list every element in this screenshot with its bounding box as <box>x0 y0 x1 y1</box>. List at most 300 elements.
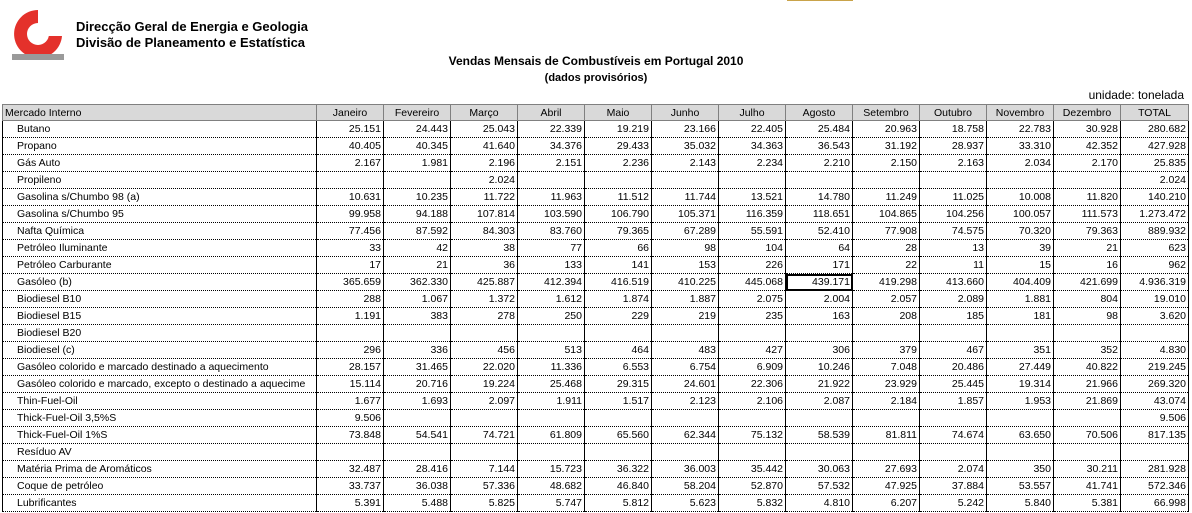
value-cell[interactable]: 1.273.472 <box>1121 206 1189 223</box>
value-cell[interactable]: 4.936.319 <box>1121 274 1189 291</box>
value-cell[interactable]: 23.929 <box>853 376 920 393</box>
value-cell[interactable] <box>652 325 719 342</box>
value-cell[interactable]: 404.409 <box>987 274 1054 291</box>
value-cell[interactable]: 5.825 <box>451 495 518 512</box>
value-cell[interactable]: 226 <box>719 257 786 274</box>
value-cell[interactable]: 104.256 <box>920 206 987 223</box>
value-cell[interactable]: 5.391 <box>317 495 384 512</box>
value-cell[interactable]: 2.004 <box>786 291 853 308</box>
value-cell[interactable]: 57.532 <box>786 478 853 495</box>
column-header[interactable]: Julho <box>719 105 786 121</box>
value-cell[interactable] <box>920 444 987 461</box>
value-cell[interactable]: 40.405 <box>317 138 384 155</box>
value-cell[interactable] <box>920 172 987 189</box>
value-cell[interactable]: 1.981 <box>384 155 451 172</box>
value-cell[interactable]: 2.024 <box>1121 172 1189 189</box>
value-cell[interactable]: 2.184 <box>853 393 920 410</box>
value-cell[interactable] <box>384 172 451 189</box>
value-cell[interactable]: 379 <box>853 342 920 359</box>
value-cell[interactable]: 5.242 <box>920 495 987 512</box>
value-cell[interactable]: 27.449 <box>987 359 1054 376</box>
row-label[interactable]: Biodiesel B15 <box>3 308 317 325</box>
value-cell[interactable] <box>920 410 987 427</box>
value-cell[interactable] <box>518 410 585 427</box>
value-cell[interactable]: 20.486 <box>920 359 987 376</box>
value-cell[interactable]: 58.539 <box>786 427 853 444</box>
value-cell[interactable]: 24.443 <box>384 121 451 138</box>
value-cell[interactable]: 70.320 <box>987 223 1054 240</box>
value-cell[interactable]: 111.573 <box>1054 206 1121 223</box>
value-cell[interactable] <box>451 444 518 461</box>
value-cell[interactable] <box>719 410 786 427</box>
value-cell[interactable]: 250 <box>518 308 585 325</box>
value-cell[interactable]: 74.575 <box>920 223 987 240</box>
value-cell[interactable] <box>1121 325 1189 342</box>
value-cell[interactable] <box>652 410 719 427</box>
value-cell[interactable]: 61.809 <box>518 427 585 444</box>
row-label[interactable]: Biodiesel B10 <box>3 291 317 308</box>
value-cell[interactable]: 28.157 <box>317 359 384 376</box>
value-cell[interactable]: 63.650 <box>987 427 1054 444</box>
value-cell[interactable]: 6.909 <box>719 359 786 376</box>
value-cell[interactable]: 4.830 <box>1121 342 1189 359</box>
value-cell[interactable]: 16 <box>1054 257 1121 274</box>
value-cell[interactable]: 269.320 <box>1121 376 1189 393</box>
value-cell[interactable] <box>518 325 585 342</box>
value-cell[interactable] <box>987 444 1054 461</box>
value-cell[interactable]: 219.245 <box>1121 359 1189 376</box>
value-cell[interactable]: 2.089 <box>920 291 987 308</box>
value-cell[interactable]: 77 <box>518 240 585 257</box>
value-cell[interactable] <box>1121 444 1189 461</box>
value-cell[interactable]: 181 <box>987 308 1054 325</box>
value-cell[interactable]: 1.517 <box>585 393 652 410</box>
value-cell[interactable]: 11.249 <box>853 189 920 206</box>
value-cell[interactable]: 116.359 <box>719 206 786 223</box>
value-cell[interactable]: 427 <box>719 342 786 359</box>
value-cell[interactable]: 5.747 <box>518 495 585 512</box>
value-cell[interactable]: 11.512 <box>585 189 652 206</box>
value-cell[interactable]: 15.723 <box>518 461 585 478</box>
value-cell[interactable]: 513 <box>518 342 585 359</box>
value-cell[interactable]: 21.922 <box>786 376 853 393</box>
value-cell[interactable]: 15.114 <box>317 376 384 393</box>
value-cell[interactable]: 5.840 <box>987 495 1054 512</box>
row-label[interactable]: Thin-Fuel-Oil <box>3 393 317 410</box>
value-cell[interactable]: 2.150 <box>853 155 920 172</box>
value-cell[interactable]: 25.468 <box>518 376 585 393</box>
row-label[interactable]: Thick-Fuel-Oil 1%S <box>3 427 317 444</box>
value-cell[interactable]: 43.074 <box>1121 393 1189 410</box>
value-cell[interactable]: 35.032 <box>652 138 719 155</box>
value-cell[interactable] <box>987 325 1054 342</box>
value-cell[interactable]: 74.721 <box>451 427 518 444</box>
column-header[interactable]: Abril <box>518 105 585 121</box>
value-cell[interactable]: 104.865 <box>853 206 920 223</box>
value-cell[interactable]: 141 <box>585 257 652 274</box>
value-cell[interactable] <box>853 410 920 427</box>
value-cell[interactable]: 54.541 <box>384 427 451 444</box>
row-label[interactable]: Matéria Prima de Aromáticos <box>3 461 317 478</box>
value-cell[interactable]: 2.234 <box>719 155 786 172</box>
row-label[interactable]: Petróleo Carburante <box>3 257 317 274</box>
value-cell[interactable]: 9.506 <box>1121 410 1189 427</box>
value-cell[interactable]: 11.963 <box>518 189 585 206</box>
value-cell[interactable]: 467 <box>920 342 987 359</box>
column-header-market[interactable]: Mercado Interno <box>3 105 317 121</box>
value-cell[interactable] <box>1054 325 1121 342</box>
value-cell[interactable]: 383 <box>384 308 451 325</box>
value-cell[interactable]: 103.590 <box>518 206 585 223</box>
value-cell[interactable]: 75.132 <box>719 427 786 444</box>
value-cell[interactable]: 2.210 <box>786 155 853 172</box>
row-label[interactable]: Biodiesel B20 <box>3 325 317 342</box>
value-cell[interactable]: 11.820 <box>1054 189 1121 206</box>
value-cell[interactable]: 6.553 <box>585 359 652 376</box>
value-cell[interactable]: 77.456 <box>317 223 384 240</box>
value-cell[interactable]: 14.780 <box>786 189 853 206</box>
value-cell[interactable]: 10.631 <box>317 189 384 206</box>
value-cell[interactable]: 281.928 <box>1121 461 1189 478</box>
value-cell[interactable]: 36.038 <box>384 478 451 495</box>
value-cell[interactable] <box>1054 172 1121 189</box>
column-header[interactable]: Setembro <box>853 105 920 121</box>
value-cell[interactable]: 362.330 <box>384 274 451 291</box>
value-cell[interactable]: 464 <box>585 342 652 359</box>
value-cell[interactable]: 40.822 <box>1054 359 1121 376</box>
value-cell[interactable]: 13.521 <box>719 189 786 206</box>
column-header[interactable]: Dezembro <box>1054 105 1121 121</box>
value-cell[interactable]: 4.810 <box>786 495 853 512</box>
value-cell[interactable]: 2.097 <box>451 393 518 410</box>
value-cell[interactable]: 70.506 <box>1054 427 1121 444</box>
value-cell[interactable]: 1.191 <box>317 308 384 325</box>
row-label[interactable]: Propano <box>3 138 317 155</box>
value-cell[interactable]: 11.722 <box>451 189 518 206</box>
value-cell[interactable]: 2.087 <box>786 393 853 410</box>
value-cell[interactable]: 22.783 <box>987 121 1054 138</box>
value-cell[interactable] <box>786 444 853 461</box>
value-cell[interactable]: 350 <box>987 461 1054 478</box>
value-cell[interactable]: 419.298 <box>853 274 920 291</box>
value-cell[interactable]: 83.760 <box>518 223 585 240</box>
value-cell[interactable]: 2.106 <box>719 393 786 410</box>
value-cell[interactable]: 2.151 <box>518 155 585 172</box>
column-header[interactable]: Março <box>451 105 518 121</box>
value-cell[interactable]: 13 <box>920 240 987 257</box>
value-cell[interactable]: 133 <box>518 257 585 274</box>
value-cell[interactable]: 25.445 <box>920 376 987 393</box>
value-cell[interactable]: 52.410 <box>786 223 853 240</box>
value-cell[interactable]: 28.937 <box>920 138 987 155</box>
value-cell[interactable]: 219 <box>652 308 719 325</box>
value-cell[interactable]: 106.790 <box>585 206 652 223</box>
value-cell[interactable]: 336 <box>384 342 451 359</box>
column-header[interactable]: Fevereiro <box>384 105 451 121</box>
value-cell[interactable]: 623 <box>1121 240 1189 257</box>
value-cell[interactable] <box>317 172 384 189</box>
value-cell[interactable] <box>786 410 853 427</box>
value-cell[interactable] <box>719 172 786 189</box>
value-cell[interactable]: 19.010 <box>1121 291 1189 308</box>
row-label[interactable]: Gasolina s/Chumbo 95 <box>3 206 317 223</box>
value-cell[interactable]: 20.716 <box>384 376 451 393</box>
value-cell[interactable]: 66.998 <box>1121 495 1189 512</box>
value-cell[interactable]: 5.832 <box>719 495 786 512</box>
value-cell[interactable]: 81.811 <box>853 427 920 444</box>
row-label[interactable]: Coque de petróleo <box>3 478 317 495</box>
value-cell[interactable]: 1.067 <box>384 291 451 308</box>
value-cell[interactable]: 163 <box>786 308 853 325</box>
value-cell[interactable]: 33 <box>317 240 384 257</box>
value-cell[interactable]: 77.908 <box>853 223 920 240</box>
value-cell[interactable]: 2.167 <box>317 155 384 172</box>
value-cell[interactable]: 62.344 <box>652 427 719 444</box>
column-header[interactable]: Novembro <box>987 105 1054 121</box>
value-cell[interactable]: 30.211 <box>1054 461 1121 478</box>
value-cell[interactable]: 2.170 <box>1054 155 1121 172</box>
value-cell[interactable]: 79.365 <box>585 223 652 240</box>
value-cell[interactable]: 11.744 <box>652 189 719 206</box>
value-cell[interactable] <box>786 172 853 189</box>
value-cell[interactable]: 5.488 <box>384 495 451 512</box>
value-cell[interactable]: 6.754 <box>652 359 719 376</box>
value-cell[interactable]: 22.020 <box>451 359 518 376</box>
row-label[interactable]: Propileno <box>3 172 317 189</box>
value-cell[interactable]: 5.812 <box>585 495 652 512</box>
value-cell[interactable]: 1.874 <box>585 291 652 308</box>
value-cell[interactable]: 98 <box>652 240 719 257</box>
value-cell[interactable]: 25.151 <box>317 121 384 138</box>
row-label[interactable]: Gasolina s/Chumbo 98 (a) <box>3 189 317 206</box>
value-cell[interactable]: 5.623 <box>652 495 719 512</box>
row-label[interactable]: Lubrificantes <box>3 495 317 512</box>
value-cell[interactable]: 74.674 <box>920 427 987 444</box>
value-cell[interactable]: 1.372 <box>451 291 518 308</box>
value-cell[interactable]: 22.306 <box>719 376 786 393</box>
column-header[interactable]: Maio <box>585 105 652 121</box>
row-label[interactable]: Gasóleo (b) <box>3 274 317 291</box>
value-cell[interactable]: 11 <box>920 257 987 274</box>
value-cell[interactable]: 17 <box>317 257 384 274</box>
row-label[interactable]: Biodiesel (c) <box>3 342 317 359</box>
value-cell[interactable]: 100.057 <box>987 206 1054 223</box>
column-header[interactable]: Outubro <box>920 105 987 121</box>
value-cell[interactable]: 18.758 <box>920 121 987 138</box>
value-cell[interactable]: 296 <box>317 342 384 359</box>
value-cell[interactable]: 483 <box>652 342 719 359</box>
value-cell[interactable]: 1.881 <box>987 291 1054 308</box>
value-cell[interactable]: 2.024 <box>451 172 518 189</box>
value-cell[interactable] <box>585 410 652 427</box>
value-cell[interactable]: 94.188 <box>384 206 451 223</box>
value-cell[interactable]: 30.063 <box>786 461 853 478</box>
value-cell[interactable] <box>652 172 719 189</box>
value-cell[interactable] <box>1054 410 1121 427</box>
value-cell[interactable]: 15 <box>987 257 1054 274</box>
value-cell[interactable]: 37.884 <box>920 478 987 495</box>
value-cell[interactable] <box>719 444 786 461</box>
value-cell[interactable]: 2.236 <box>585 155 652 172</box>
value-cell[interactable]: 73.848 <box>317 427 384 444</box>
row-label[interactable]: Butano <box>3 121 317 138</box>
value-cell[interactable]: 2.123 <box>652 393 719 410</box>
value-cell[interactable] <box>384 325 451 342</box>
value-cell[interactable]: 27.693 <box>853 461 920 478</box>
value-cell[interactable]: 47.925 <box>853 478 920 495</box>
value-cell[interactable] <box>518 172 585 189</box>
value-cell[interactable]: 33.310 <box>987 138 1054 155</box>
value-cell[interactable]: 36.003 <box>652 461 719 478</box>
column-header[interactable]: Agosto <box>786 105 853 121</box>
value-cell[interactable]: 278 <box>451 308 518 325</box>
value-cell[interactable]: 1.612 <box>518 291 585 308</box>
value-cell[interactable]: 365.659 <box>317 274 384 291</box>
value-cell[interactable]: 804 <box>1054 291 1121 308</box>
value-cell[interactable] <box>585 172 652 189</box>
value-cell[interactable]: 48.682 <box>518 478 585 495</box>
value-cell[interactable]: 87.592 <box>384 223 451 240</box>
value-cell[interactable]: 572.346 <box>1121 478 1189 495</box>
value-cell[interactable]: 40.345 <box>384 138 451 155</box>
value-cell[interactable] <box>719 325 786 342</box>
value-cell[interactable]: 55.591 <box>719 223 786 240</box>
value-cell[interactable]: 6.207 <box>853 495 920 512</box>
value-cell[interactable]: 208 <box>853 308 920 325</box>
value-cell[interactable]: 2.034 <box>987 155 1054 172</box>
value-cell[interactable]: 1.953 <box>987 393 1054 410</box>
value-cell[interactable]: 34.363 <box>719 138 786 155</box>
value-cell[interactable]: 53.557 <box>987 478 1054 495</box>
value-cell[interactable]: 22 <box>853 257 920 274</box>
row-label[interactable]: Gasóleo colorido e marcado, excepto o destinado a aquecime <box>3 376 317 393</box>
value-cell[interactable]: 41.640 <box>451 138 518 155</box>
value-cell[interactable]: 2.057 <box>853 291 920 308</box>
value-cell[interactable]: 19.224 <box>451 376 518 393</box>
column-header[interactable]: Junho <box>652 105 719 121</box>
value-cell[interactable]: 107.814 <box>451 206 518 223</box>
value-cell[interactable]: 962 <box>1121 257 1189 274</box>
value-cell[interactable]: 421.699 <box>1054 274 1121 291</box>
value-cell[interactable]: 20.963 <box>853 121 920 138</box>
value-cell[interactable]: 19.219 <box>585 121 652 138</box>
value-cell[interactable]: 1.911 <box>518 393 585 410</box>
value-cell[interactable]: 185 <box>920 308 987 325</box>
value-cell[interactable]: 306 <box>786 342 853 359</box>
value-cell[interactable]: 410.225 <box>652 274 719 291</box>
value-cell[interactable]: 36 <box>451 257 518 274</box>
value-cell[interactable]: 3.620 <box>1121 308 1189 325</box>
row-label[interactable]: Petróleo Iluminante <box>3 240 317 257</box>
value-cell[interactable] <box>853 444 920 461</box>
selected-cell[interactable]: 439.171 <box>786 274 853 291</box>
value-cell[interactable] <box>853 172 920 189</box>
value-cell[interactable] <box>1054 444 1121 461</box>
value-cell[interactable]: 46.840 <box>585 478 652 495</box>
value-cell[interactable]: 21.966 <box>1054 376 1121 393</box>
value-cell[interactable]: 171 <box>786 257 853 274</box>
value-cell[interactable]: 10.246 <box>786 359 853 376</box>
value-cell[interactable]: 456 <box>451 342 518 359</box>
value-cell[interactable]: 30.928 <box>1054 121 1121 138</box>
value-cell[interactable]: 280.682 <box>1121 121 1189 138</box>
value-cell[interactable]: 416.519 <box>585 274 652 291</box>
value-cell[interactable]: 33.737 <box>317 478 384 495</box>
value-cell[interactable]: 889.932 <box>1121 223 1189 240</box>
value-cell[interactable]: 104 <box>719 240 786 257</box>
value-cell[interactable]: 84.303 <box>451 223 518 240</box>
row-label[interactable]: Thick-Fuel-Oil 3,5%S <box>3 410 317 427</box>
value-cell[interactable]: 21 <box>1054 240 1121 257</box>
value-cell[interactable]: 28.416 <box>384 461 451 478</box>
value-cell[interactable] <box>518 444 585 461</box>
value-cell[interactable]: 2.196 <box>451 155 518 172</box>
value-cell[interactable]: 229 <box>585 308 652 325</box>
value-cell[interactable]: 1.887 <box>652 291 719 308</box>
value-cell[interactable]: 25.835 <box>1121 155 1189 172</box>
value-cell[interactable]: 445.068 <box>719 274 786 291</box>
value-cell[interactable]: 427.928 <box>1121 138 1189 155</box>
value-cell[interactable]: 21.869 <box>1054 393 1121 410</box>
value-cell[interactable]: 52.870 <box>719 478 786 495</box>
value-cell[interactable]: 66 <box>585 240 652 257</box>
value-cell[interactable]: 21 <box>384 257 451 274</box>
value-cell[interactable]: 67.289 <box>652 223 719 240</box>
row-label[interactable]: Gasóleo colorido e marcado destinado a aquecimento <box>3 359 317 376</box>
value-cell[interactable] <box>585 444 652 461</box>
value-cell[interactable]: 1.857 <box>920 393 987 410</box>
value-cell[interactable]: 2.074 <box>920 461 987 478</box>
row-label[interactable]: Gás Auto <box>3 155 317 172</box>
value-cell[interactable]: 79.363 <box>1054 223 1121 240</box>
value-cell[interactable]: 31.465 <box>384 359 451 376</box>
value-cell[interactable]: 140.210 <box>1121 189 1189 206</box>
value-cell[interactable]: 413.660 <box>920 274 987 291</box>
value-cell[interactable]: 31.192 <box>853 138 920 155</box>
value-cell[interactable]: 288 <box>317 291 384 308</box>
value-cell[interactable] <box>451 325 518 342</box>
value-cell[interactable]: 7.048 <box>853 359 920 376</box>
value-cell[interactable]: 58.204 <box>652 478 719 495</box>
value-cell[interactable]: 39 <box>987 240 1054 257</box>
value-cell[interactable] <box>384 444 451 461</box>
value-cell[interactable]: 23.166 <box>652 121 719 138</box>
value-cell[interactable]: 235 <box>719 308 786 325</box>
value-cell[interactable]: 29.315 <box>585 376 652 393</box>
value-cell[interactable]: 25.484 <box>786 121 853 138</box>
value-cell[interactable]: 5.381 <box>1054 495 1121 512</box>
value-cell[interactable]: 105.371 <box>652 206 719 223</box>
value-cell[interactable]: 36.543 <box>786 138 853 155</box>
value-cell[interactable]: 42.352 <box>1054 138 1121 155</box>
value-cell[interactable]: 65.560 <box>585 427 652 444</box>
value-cell[interactable]: 42 <box>384 240 451 257</box>
value-cell[interactable] <box>585 325 652 342</box>
value-cell[interactable]: 412.394 <box>518 274 585 291</box>
value-cell[interactable]: 10.008 <box>987 189 1054 206</box>
value-cell[interactable]: 352 <box>1054 342 1121 359</box>
value-cell[interactable] <box>384 410 451 427</box>
value-cell[interactable]: 351 <box>987 342 1054 359</box>
value-cell[interactable] <box>920 325 987 342</box>
value-cell[interactable]: 35.442 <box>719 461 786 478</box>
value-cell[interactable]: 19.314 <box>987 376 1054 393</box>
value-cell[interactable] <box>317 444 384 461</box>
value-cell[interactable]: 2.143 <box>652 155 719 172</box>
value-cell[interactable] <box>786 325 853 342</box>
value-cell[interactable]: 2.163 <box>920 155 987 172</box>
value-cell[interactable]: 118.651 <box>786 206 853 223</box>
